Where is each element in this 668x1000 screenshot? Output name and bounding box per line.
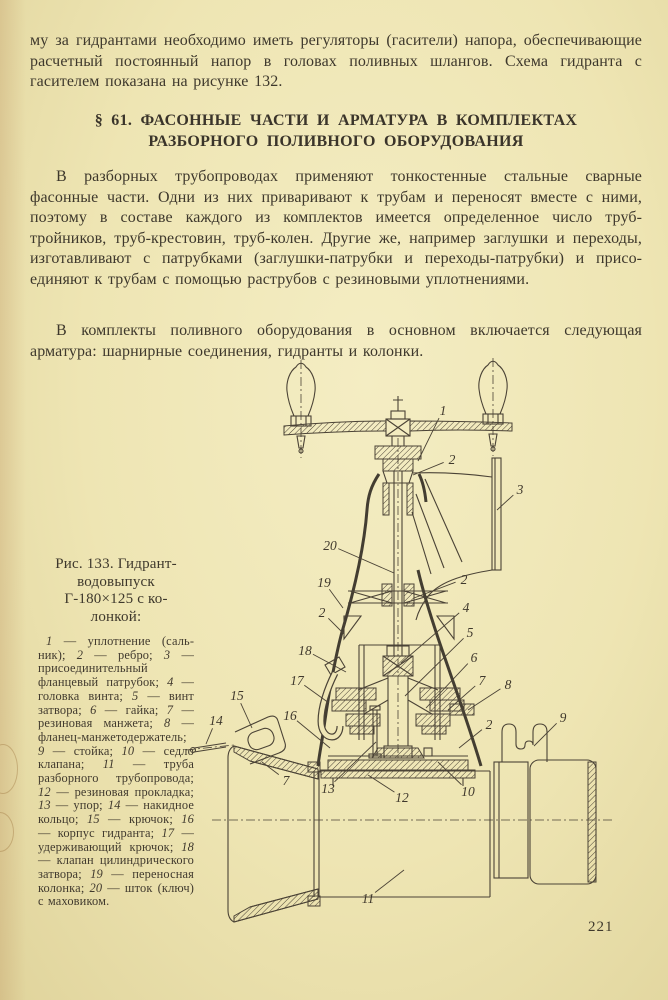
legend-item-number: 5 (131, 688, 139, 703)
figure-callout-number: 19 (317, 575, 331, 590)
legend-item-text: — стойка; (44, 743, 122, 758)
figure-callout-leader (375, 870, 404, 892)
legend-item-number: 15 (86, 812, 100, 827)
figure-callout-number: 18 (298, 643, 312, 658)
legend-item-text: — удерживающий крючок; (38, 825, 194, 854)
legend-item-text: — накидное кольцо; (38, 798, 194, 827)
legend-item-text: — резиновая прокладка; (50, 784, 194, 799)
figure-callout-leader (206, 728, 213, 744)
figure-callout-number: 10 (461, 784, 475, 799)
figure-callout-leader (313, 654, 346, 672)
legend-item-text: — упор; (50, 798, 108, 813)
ink-stain (0, 744, 18, 794)
figure-callout-number: 2 (448, 452, 456, 467)
legend-item-text: — резиновая манжета; (38, 702, 194, 731)
figure-legend (38, 635, 194, 909)
legend-item-text: — крючок; (99, 812, 182, 827)
figure-callout-leader (329, 589, 343, 608)
legend-item-number: 2 (76, 647, 84, 662)
legend-item-number: 6 (90, 702, 97, 717)
legend-item-number: 12 (38, 784, 51, 799)
figure-caption-line: лонкой: (90, 608, 142, 625)
figure-callout-number: 15 (230, 688, 244, 703)
figure-callout-number: 2 (460, 572, 468, 587)
legend-item-text: — винт затвора; (38, 688, 194, 717)
section-heading-line1: § 61. ФАСОННЫЕ ЧАСТИ И АРМАТУРА В КОМПЛЕКТАХ (94, 112, 578, 129)
legend-item-number: 3 (163, 647, 171, 662)
figure-callout-leader (497, 495, 513, 510)
legend-item-number: 4 (167, 675, 174, 690)
figure-callout-number: 20 (323, 538, 337, 553)
legend-item-text: — ребро; (83, 647, 164, 662)
figure-callout-number: 6 (470, 650, 478, 665)
legend-item-text: — клапан цилиндрического затвора; (38, 853, 194, 881)
figure-callout-leader (241, 703, 252, 728)
legend-item-number: 14 (107, 798, 121, 813)
legend-item-text: — головка винта; (38, 675, 194, 703)
legend-item-text: — седло клапана; (38, 743, 194, 772)
figure-callout-number: 13 (321, 781, 335, 796)
legend-item-text: — переносная колонка; (38, 866, 194, 895)
figure-callout-number: 2 (318, 605, 326, 620)
ink-stain (0, 812, 14, 852)
legend-item-number: 10 (121, 743, 135, 758)
figure-callout-leader (328, 618, 344, 634)
figure-callout-number: 4 (462, 600, 470, 615)
legend-item-number: 11 (102, 757, 115, 772)
legend-item-text: — присоединительный фланцевый патрубок; (38, 647, 194, 690)
figure-callout-number: 7 (282, 773, 290, 788)
figure-callout-number: 17 (290, 673, 304, 688)
figure-callout-number: 3 (516, 482, 524, 497)
figure-callout-leader (401, 613, 459, 663)
intro-paragraph: В разборных трубопроводах применяют тонкостенные стальные сварные фасонные части. Одни из них приваривают к трубам и переносят вместе с ними, поэтому в составе каждого из комплектов имеется определенное число труб-тройников, труб-крестовин, труб-колен. Другие же, например заглушки и переходы, изготавливают с патрубками (заглушки-патрубки и переходы-патрубки) и присоединяют к трубам с помощью раструбов с резиновыми уплотнениями. (30, 168, 642, 288)
section-heading-line2: РАЗБОРНОГО ПОЛИВНОГО ОБОРУДОВАНИЯ (148, 133, 524, 150)
legend-item-text: — гайка; (96, 702, 167, 717)
column-body (318, 474, 481, 766)
legend-item-number: 7 (166, 702, 174, 717)
figure-callout-leader (468, 689, 500, 710)
figure-callout-number: 9 (559, 710, 567, 725)
figure-caption-line: водовыпуск (77, 573, 155, 590)
legend-item-number: 16 (181, 812, 194, 827)
figure-caption-line: Рис. 133. Гидрант- (55, 556, 177, 572)
figure-callout-leader (338, 549, 394, 573)
legend-item-number: 1 (46, 634, 53, 648)
page-number: 221 (588, 919, 614, 935)
figure-callouts (206, 403, 567, 906)
figure-133-hydrant-drawing (178, 358, 658, 923)
kit-paragraph: В комплекты поливного оборудования в основном включается следующая арматура: шарнирные соединения, гидранты и колонки. (30, 322, 642, 360)
legend-item-text: — фланец-манжетодержатель; (38, 716, 195, 744)
legend-item-number: 17 (161, 825, 175, 840)
legend-item-text: — шток (ключ) с маховиком. (38, 880, 194, 909)
legend-item-number: 18 (181, 839, 194, 854)
legend-item-number: 19 (90, 866, 103, 881)
section-heading (30, 110, 642, 152)
legend-item-number: 13 (38, 798, 51, 813)
figure-callout-number: 14 (209, 713, 223, 728)
figure-callout-number: 1 (439, 403, 447, 418)
figure-callout-number: 11 (361, 891, 375, 906)
continuation-paragraph: му за гидрантами необходимо иметь регуляторы (гасители) напора, обеспечивающие расчетный постоянный напор в головах поливных шлангов. Схема гидранта с гасителем показана на рисунке 132. (30, 32, 642, 90)
figure-callout-number: 5 (466, 625, 474, 640)
legend-item-number: 9 (38, 743, 45, 758)
pipe-assembly (186, 716, 614, 922)
figure-caption-line: Г-180×125 с ко- (64, 591, 168, 607)
legend-item-text: — труба разборного трубопровода; (38, 757, 194, 786)
figure-callout-number: 7 (478, 673, 486, 688)
figure-callout-number: 2 (485, 717, 493, 732)
figure-callout-number: 12 (395, 790, 409, 805)
legend-item-text: — уплотнение (сальник); (38, 634, 194, 662)
figure-callout-number: 8 (504, 677, 512, 692)
legend-item-text: — корпус гидранта; (38, 825, 162, 840)
figure-callout-number: 16 (283, 708, 297, 723)
legend-item-number: 20 (89, 880, 103, 895)
legend-item-number: 8 (164, 716, 171, 731)
